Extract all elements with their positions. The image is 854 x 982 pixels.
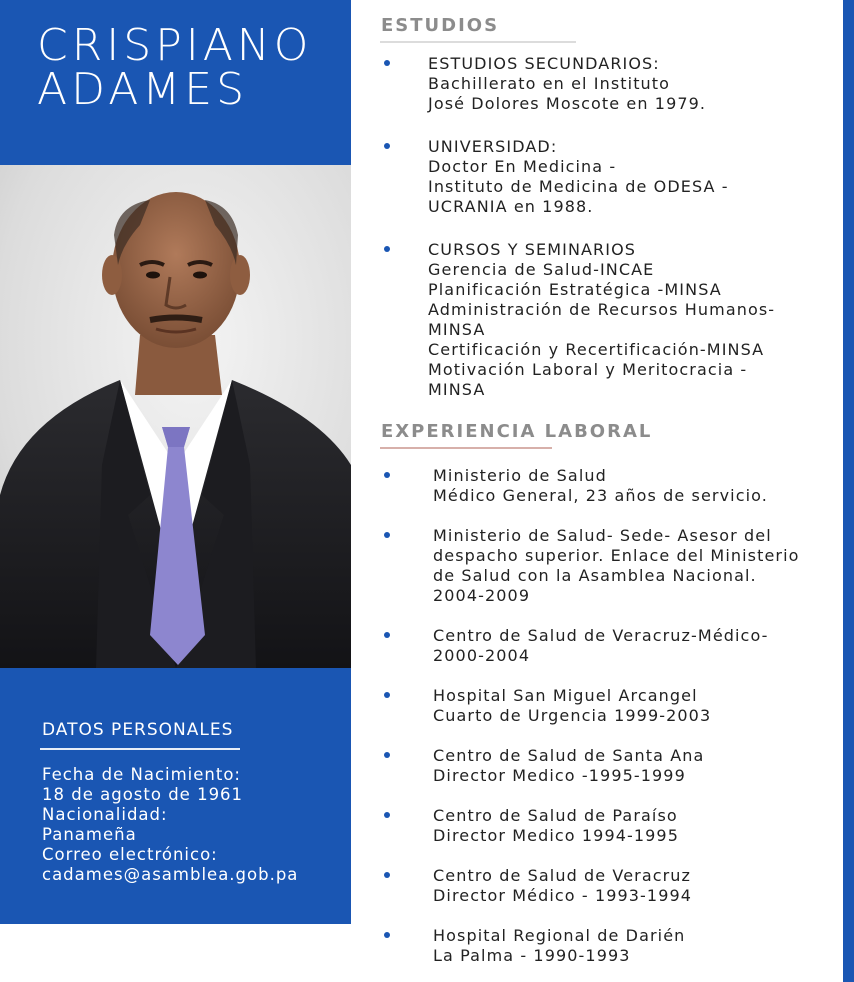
list-item	[433, 806, 838, 846]
item-line: Administración de Recursos Humanos-	[428, 300, 776, 319]
item-line: Director Médico - 1993-1994	[433, 886, 693, 905]
portrait-photo	[0, 165, 351, 668]
list-item	[433, 466, 838, 506]
list-item	[428, 137, 838, 217]
personal-data-rule	[40, 748, 240, 750]
bullet-icon	[384, 246, 390, 252]
personal-data-title: DATOS PERSONALES	[42, 720, 234, 740]
estudios-heading: ESTUDIOS	[381, 15, 500, 36]
last-name: ADAMES	[37, 64, 248, 115]
item-line: MINSA	[428, 320, 486, 339]
list-item	[428, 240, 838, 400]
bullet-icon	[384, 632, 390, 638]
item-line: Centro de Salud de Veracruz-Médico-	[433, 626, 769, 645]
item-line: MINSA	[428, 380, 486, 399]
email-label: Correo electrónico:	[42, 845, 218, 864]
list-item	[433, 746, 838, 786]
item-line: Certificación y Recertificación-MINSA	[428, 340, 765, 359]
bullet-icon	[384, 143, 390, 149]
nationality-label: Nacionalidad:	[42, 805, 168, 824]
list-item	[433, 526, 838, 606]
item-line: ESTUDIOS SECUNDARIOS:	[428, 54, 660, 73]
item-line: Bachillerato en el Instituto	[428, 74, 671, 93]
item-line: José Dolores Moscote en 1979.	[428, 94, 707, 113]
item-line: despacho superior. Enlace del Ministerio	[433, 546, 800, 565]
list-item	[433, 866, 838, 906]
item-line: Motivación Laboral y Meritocracia -	[428, 360, 748, 379]
item-line: Director Medico -1995-1999	[433, 766, 686, 785]
email-value: cadames@asamblea.gob.pa	[42, 865, 299, 884]
portrait-illustration	[0, 165, 351, 668]
nationality-value: Panameña	[42, 825, 137, 844]
bullet-icon	[384, 60, 390, 66]
personal-data-panel	[0, 668, 351, 924]
estudios-list	[428, 54, 838, 400]
personal-data-body	[42, 765, 298, 885]
item-line: 2000-2004	[433, 646, 531, 665]
bullet-icon	[384, 472, 390, 478]
person-name	[37, 20, 313, 115]
item-line: Instituto de Medicina de ODESA -	[428, 177, 729, 196]
bullet-icon	[384, 872, 390, 878]
item-line: de Salud con la Asamblea Nacional.	[433, 566, 757, 585]
item-line: 2004-2009	[433, 586, 531, 605]
item-line: Doctor En Medicina -	[428, 157, 617, 176]
name-header	[0, 0, 351, 165]
list-item	[433, 626, 838, 666]
item-line: Cuarto de Urgencia 1999-2003	[433, 706, 712, 725]
item-line: UNIVERSIDAD:	[428, 137, 558, 156]
item-line: Director Medico 1994-1995	[433, 826, 679, 845]
right-accent-rail	[843, 0, 854, 982]
bullet-icon	[384, 532, 390, 538]
birth-label: Fecha de Nacimiento:	[42, 765, 241, 784]
item-line: Centro de Salud de Santa Ana	[433, 746, 705, 765]
item-line: CURSOS Y SEMINARIOS	[428, 240, 637, 259]
item-line: Gerencia de Salud-INCAE	[428, 260, 655, 279]
experiencia-heading: EXPERIENCIA LABORAL	[381, 421, 653, 442]
item-line: Ministerio de Salud	[433, 466, 607, 485]
list-item	[428, 54, 838, 114]
list-item	[433, 686, 838, 726]
bullet-icon	[384, 812, 390, 818]
bullet-icon	[384, 752, 390, 758]
experiencia-rule	[380, 447, 552, 449]
bullet-icon	[384, 932, 390, 938]
estudios-rule	[380, 41, 576, 43]
item-line: Ministerio de Salud- Sede- Asesor del	[433, 526, 772, 545]
list-item	[433, 926, 838, 966]
bullet-icon	[384, 692, 390, 698]
item-line: Hospital San Miguel Arcangel	[433, 686, 698, 705]
item-line: Centro de Salud de Veracruz	[433, 866, 692, 885]
item-line: La Palma - 1990-1993	[433, 946, 631, 965]
item-line: Hospital Regional de Darién	[433, 926, 686, 945]
item-line: Centro de Salud de Paraíso	[433, 806, 678, 825]
item-line: Planificación Estratégica -MINSA	[428, 280, 722, 299]
birth-value: 18 de agosto de 1961	[42, 785, 244, 804]
item-line: Médico General, 23 años de servicio.	[433, 486, 768, 505]
item-line: UCRANIA en 1988.	[428, 197, 594, 216]
first-name: CRISPIANO	[37, 20, 313, 71]
experiencia-list	[433, 466, 838, 966]
